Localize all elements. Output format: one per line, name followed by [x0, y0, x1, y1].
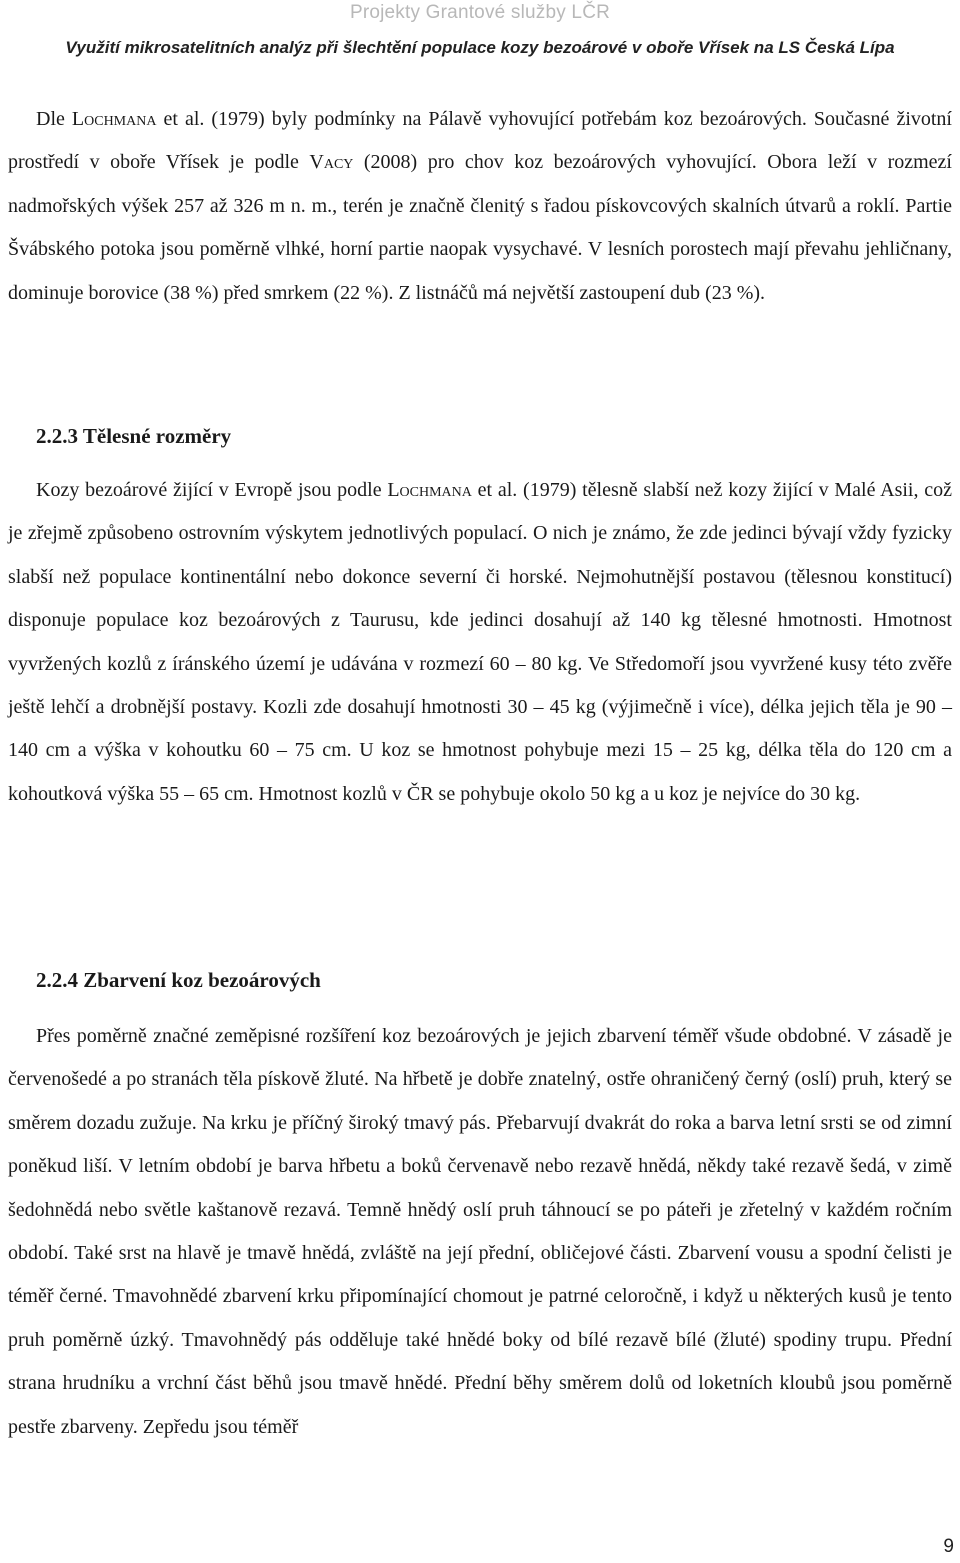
paragraph-text: et al. (1979) byly podmínky na Pálavě vyhovující potřebám koz bezoárových. Současné životní prostředí v oboře Vřísek je podle	[8, 108, 952, 174]
author-name: Lochmana	[71, 108, 157, 130]
author-name: Lochmana	[387, 479, 472, 501]
section-heading-body-size: 2.2.3 Tělesné rozměry	[36, 424, 232, 448]
author-name: Vacy	[309, 151, 354, 174]
paragraph-text: et al. (1979) tělesně slabší než kozy žijící v Malé Asii, což je zřejmě způsobeno ostrovním výskytem jednotlivých populací. O nich je známo, že zde jedinci bývají vždy fyzicky slabší než populace kontinentální nebo dokonce severní či horské. Nejmohutnější postavou (tělesnou konstitucí) disponuje populace koz bezoárových z Taurusu, kde jedinci dosahují až 140 kg tělesné hmotnosti. Hmotnost vyvržených kozlů z íránského území je udávána v rozmezí 60 – 80 kg. Ve Středomoří jsou vyvržené kusy této zvěře ještě lehčí a drobnější postavy. Kozli zde dosahují hmotnosti 30 – 45 kg (výjimečně i více), délka jejich těla je 90 – 140 cm a výška v kohoutku 60 – 75 cm. U koz se hmotnost pohybuje mezi 15 – 25 kg, délka těla do 120 cm a kohoutková výška 55 – 65 cm. Hmotnost kozlů v ČR se pohybuje okolo 50 kg a u koz je nejvíce do 30 kg.	[8, 479, 952, 805]
header-project-title: Projekty Grantové služby LČR	[349, 2, 611, 23]
paragraph-text: (2008) pro chov koz bezoárových vyhovující. Obora leží v rozmezí nadmořských výšek 257 až 326 m n. m., terén je značně členitý s řadou pískovcových skalních útvarů a roklí. Partie Švábského potoka jsou poměrně vlhké, horní partie naopak vysychavé. V lesních porostech mají převahu jehličnany, dominuje borovice (38 %) před smrkem (22 %). Z listnáčů má největší zastoupení dub (23 %).	[8, 151, 952, 304]
paragraph-text: Dle	[36, 108, 72, 130]
header-subtitle: Využití mikrosatelitních analýz při šlechtění populace kozy bezoárové v oboře Vřísek na LS Česká Lípa	[65, 38, 895, 57]
paragraph-coloration: Přes poměrně značné zeměpisné rozšíření koz bezoárových je jejich zbarvení téměř všude obdobné. V zásadě je červenošedé a po stranách těla pískově žluté. Na hřbetě je dobře znatelný, ostře ohraničený černý (oslí) pruh, který se směrem dozadu zužuje. Na krku je příčný široký tmavý pás. Přebarvují dvakrát do roka a barva letní srsti se od zimní poněkud liší. V letním období je barva hřbetu a boků červenavě nebo rezavě hnědá, někdy také rezavě šedá, v zimě šedohnědá nebo světle kaštanově rezavá. Temně hnědý oslí pruh táhnoucí se po páteři je zřetelný v každém ročním období. Také srst na hlavě je tmavě hnědá, zvláště na její přední, obličejové části. Zbarvení vousu a spodní čelisti je téměř černé. Tmavohnědé zbarvení krku připomínající chomout je patrné celoročně, i když u některých kusů je tento pruh poměrně úzký. Tmavohnědý pás odděluje také hnědé boky od bílé rezavě bílé (žluté) spodiny trupu. Přední strana hrudníku a vrchní část běhů jsou tmavě hnědé. Přední běhy směrem dolů od loketních kloubů jsou poměrně pestře zbarveny. Zepředu jsou téměř	[8, 1025, 952, 1438]
paragraph-body-size	[8, 469, 952, 816]
paragraph-text: Kozy bezoárové žijící v Evropě jsou podle	[36, 479, 388, 501]
paragraph-habitat	[8, 98, 952, 315]
page-number: 9	[943, 1536, 954, 1557]
section-heading-coloration: 2.2.4 Zbarvení koz bezoárových	[36, 968, 321, 992]
